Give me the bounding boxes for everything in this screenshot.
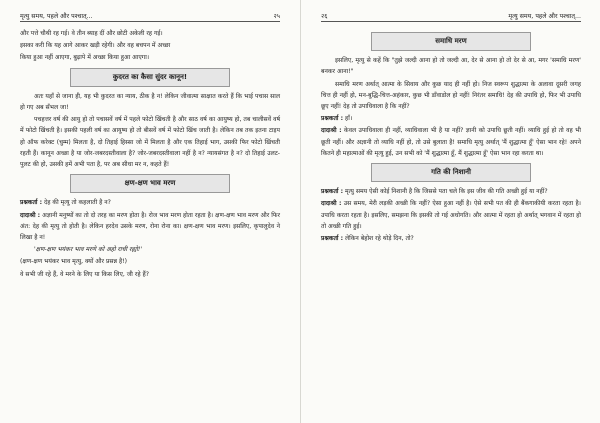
paragraph: पचहत्तर वर्ष की आयु हो तो पचासवें वर्ष में पहले फोटो खिंचती है और साठ वर्ष का आयुष्य हो, तब चालीसवें वर्ष में फोटो खिंचती है। इसकी पहली वर्ष का आयुष्य हो तो बीसवें वर्ष में फोटो खिंच जाती है। लेकिन तब तक इतना टाइप हो ऑफ करेक्ट (चुम्म) मिलता है, दो तिहाई हिस्सा जो में मिलता है और एक तिहाई भाग, उसकी फिर फोटो खिंचती रहती हैं। कानून अच्छा है या जोर-जबरदस्तीवाला है? जोर-जबरदस्तीवाला नहीं है न? न्यायसंगत है न? दो तिहाई उलट-पुलट की हो, उसकी हमें अभी पता है, पर अब सीधा मर न, कहते हैं! [20,116,280,169]
left-page-body [20,28,280,415]
answer-text: अज्ञानी मनुष्यों का तो दो तरह का मरण होता है। रोज भाव मरण होता रहता है। क्षण-क्षण भाव मरण और फिर अंत: देह की मृत्यु तो होती है। लेकिन हरदेव उसके मरण, रोना रोना का। क्षण-क्षण भाव मरण। इसलिए, कृपालुदेव ने लिखा है न! [20,211,280,242]
right-page-body [321,28,581,415]
speaker-label: दादाश्री : [321,200,342,208]
question-text: मृत्यु समय ऐसी कोई निशानी है कि जिससे पता चले कि इस जीव की गति अच्छी हुई या नहीं? [345,188,548,196]
quote-explanation: (क्षण-क्षण भयंकर भाव मृत्यु, क्यों और प्रसन्न है!) [20,258,128,266]
question-text: देह की मृत्यु तो कहलाती है न? [44,199,111,207]
paragraph: समाधि मरण अर्थात् आत्मा के सिवाय और कुछ याद ही नहीं हो। निज स्वरूप शुद्धात्मा के अलावा दूसरी जगह चित्त ही नहीं हो, मन-बुद्धि-चित्त-अहंकार, कुछ भी डाँवाडोल हो नहीं! निरंतर समाधि! देह की उपाधि हो, फिर भी उपाधि छूए नहीं! देह तो उपाधिवाला है कि नहीं? [321,80,581,111]
right-header-title: मृत्यु समय, पहले और पश्चात्... [508,13,581,20]
speaker-label: प्रश्नकर्ता : [321,115,344,123]
section-heading: क्षण-क्षण भाव मरण [70,174,230,193]
text-line: इसका करी कि यह आगे आकर खड़ी रहेगी। और वह बचपन में अच्छा [20,42,171,50]
left-header-page-number: २५ [273,13,280,20]
question-text: लेकिन बेहोश रहे थोड़े दिन, तो? [345,235,414,243]
section-heading: गति की निशानी [371,163,531,182]
closing-line: वे सभी जी रहे हैं, वे मरने के लिए या किस लिए, जी रहे हैं? [20,270,149,278]
right-page [300,0,600,423]
paragraph: इसलिए, मृत्यु से कहें कि "तुझे जल्दी आना हो तो जल्दी आ, देर से आना हो तो देर से आ, मगर 'समाधि मरण' बनकर आना!" [321,57,581,76]
answer-text: उस समय, मेरी लड़की अच्छी कि नहीं? ऐसा हुआ नहीं है। ऐसे सभी पत की ही बैंकगाकीयी करता रहता है। उपाधि करता रहता है। इसलिए, समझना कि इसकी तो गई अधोगति। और आत्मा में रहता हो अर्थात् भगवान में रहता हो तो अच्छी गति हुई। [321,200,581,230]
question [321,186,581,197]
question [20,197,280,208]
speaker-label: प्रश्नकर्ता : [321,188,344,196]
answer [321,125,581,159]
question-text: हाँ। [345,115,353,123]
left-page-header [20,8,280,22]
header-rule [321,21,581,22]
speaker-label: दादाश्री : [20,211,41,219]
left-header-title: मृत्यु समय, पहले और पश्चात्... [20,13,93,20]
quote: 'क्षण-क्षण भयंकर भाव मरणे को अहो राची रह्यो!' [34,246,142,254]
speaker-label: प्रश्नकर्ता : [321,235,344,243]
answer-text: केवल उपाधिवाला ही नहीं, व्याधिवाला भी है या नहीं? ज्ञानी को उपाधि छूती नहीं। व्याधि हुई हो तो वह भी छूती नहीं। और अज्ञानी तो व्याधि नहीं हो, तो उसे बुलाता है! समाधि मृत्यु अर्थात् 'मैं शुद्धात्मा हूँ' ऐसा भान रहे! अपने कितने ही महात्माओं की मृत्यु हुई, उन सभी को 'मैं शुद्धात्मा हूँ, मैं शुद्धात्मा हूँ' ऐसा भान रहा करता था। [321,127,581,157]
section-heading: समाधि मरण [371,32,531,51]
question [321,233,581,244]
speaker-label: प्रश्नकर्ता : [20,199,43,207]
question [321,113,581,124]
answer [20,210,280,244]
right-page-header [321,8,581,22]
speaker-label: दादाश्री : [321,127,342,135]
answer [321,198,581,232]
text-line: किया हुआ नहीं आएगा, बुढ़ापे में अच्छा किया हुआ आएगा। [20,54,150,62]
right-header-page-number: २६ [321,13,328,20]
paragraph: अतः यहाँ से जाना ही, यह भी कुदरत का न्याय, ठीक है न! लेकिन जीवात्मा साक्षात करते हैं कि भाई पचास साल हो गए अब सँभल जा! [20,92,280,112]
header-rule [20,21,280,22]
text-line: और पत्ते चौथी रह गई। वे तीन ब्याह दीं और छोटी अकेली रह गई। [20,30,163,37]
section-heading: कुदरत का कैसा सुंदर कानून! [70,68,230,87]
